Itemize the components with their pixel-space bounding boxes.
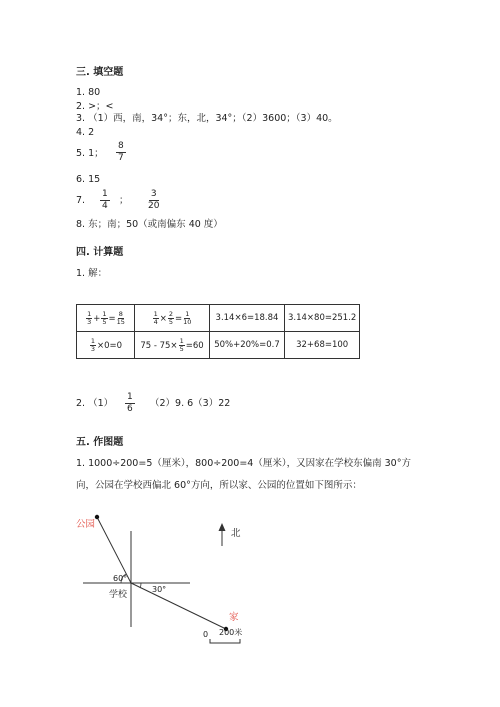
equals: = [108,313,116,324]
north-arrow-icon [219,523,226,531]
expression-rest: =60 [185,340,204,351]
calc-intro: 1. 解： [76,268,108,279]
calc-q2-rest: （2）9. 6（3）22 [150,398,231,409]
section-title-fill: 三. 填空题 [76,67,124,78]
fraction-denominator: 6 [127,404,133,414]
fraction-numerator: 1 [185,309,190,318]
answer-5-prefix: 5. 1； [76,148,104,159]
fraction-numerator: 1 [87,309,92,318]
fraction-numerator: 1 [102,309,107,318]
fraction-numerator: 1 [179,336,184,345]
fraction-numerator: 3 [150,189,157,199]
fraction-denominator: 7 [118,153,124,163]
fraction-denominator: 5 [102,317,107,326]
fraction-numerator: 1 [102,189,108,199]
fraction-denominator: 10 [183,317,192,326]
park-label: 公园 [76,519,96,530]
answer-7-separator: ； [119,195,129,206]
scale-bar [210,639,240,643]
fraction-denominator: 3 [90,344,96,353]
fraction-numerator: 2 [168,309,173,318]
expression-start: 75 - 75× [140,340,178,351]
fraction-denominator: 15 [116,317,125,326]
operator: + [93,313,101,324]
scale-200-label: 200米 [219,628,243,637]
angle-60-label: 60° [113,574,128,583]
answer-2: 2. >；< [76,101,114,112]
calc-cell: 3.14×80=251.2 [285,305,360,332]
operator: × [159,313,167,324]
angle-30-label: 30° [152,585,167,594]
fraction-denominator: 20 [148,201,160,211]
park-point [95,515,99,519]
fraction-denominator: 4 [102,201,108,211]
expression-rest: ×0=0 [97,340,123,351]
home-label: 家 [229,612,239,623]
fraction-numerator: 1 [127,392,133,402]
answer-7-prefix: 7. [76,195,86,206]
section-title-calc: 四. 计算题 [76,247,124,258]
answer-3: 3. （1）西，南，34°；东，北，34°；（2）3600；（3）40。 [76,113,338,124]
fraction-denominator: 5 [179,344,184,353]
fraction-denominator: 4 [153,317,158,326]
answer-6: 6. 15 [76,174,101,185]
calc-cell: 50%+20%=0.7 [210,332,285,359]
answer-8: 8. 东；南；50（或南偏东 40 度） [76,219,223,230]
line-school-to-home [131,583,226,629]
fraction-numerator: 1 [153,309,158,318]
fraction-numerator: 1 [90,336,96,345]
answer-4: 4. 2 [76,127,95,138]
equals: = [175,313,183,324]
section-title-draw: 五. 作图题 [76,437,124,448]
calc-cell: 3.14×6=18.84 [210,305,285,332]
fraction-numerator: 8 [118,141,124,151]
draw-text-line-1: 1. 1000÷200=5（厘米），800÷200=4（厘米），又因家在学校东偏南 30°方 [76,458,411,469]
fraction-numerator: 8 [118,309,123,318]
fraction-denominator: 3 [87,317,92,326]
calc-q2-prefix: 2. （1） [76,398,114,409]
fraction-denominator: 5 [168,317,173,326]
scale-zero-label: 0 [203,630,209,639]
draw-text-line-2: 向，公园在学校西偏北 60°方向，所以家、公园的位置如下图所示： [76,480,362,491]
school-label: 学校 [109,590,128,600]
calc-cell: 32+68=100 [285,332,360,359]
north-label: 北 [231,528,241,539]
answer-1: 1. 80 [76,87,101,98]
